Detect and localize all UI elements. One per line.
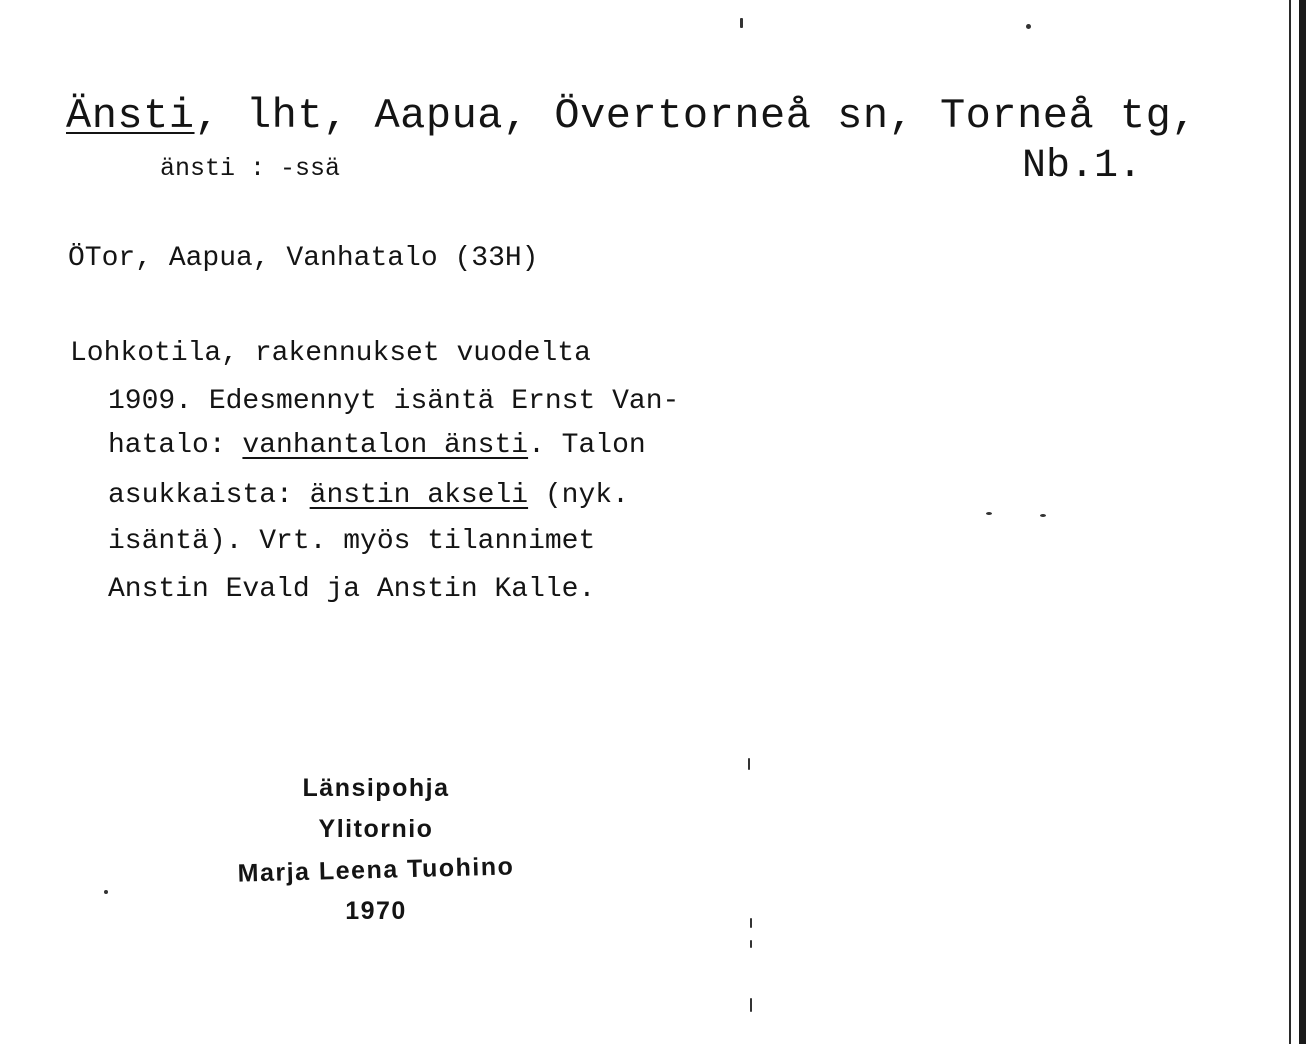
dust-speck [740, 18, 743, 28]
body-line-1: Lohkotila, rakennukset vuodelta [70, 338, 591, 369]
body-line-4 [108, 480, 629, 511]
underlined-name: änstin akseli [309, 480, 529, 511]
stamp-collector: Marja Leena Tuohino [237, 852, 515, 888]
body-line-2: 1909. Edesmennyt isäntä Ernst Van- [108, 386, 680, 417]
stamp-place: Ylitornio [318, 815, 434, 843]
body-text: hatalo: [108, 430, 243, 461]
inflection-form: änsti : -ssä [160, 154, 341, 183]
source-reference: ÖTor, Aapua, Vanhatalo (33H) [68, 243, 539, 274]
dust-speck [750, 940, 752, 948]
stamp-region: Länsipohja [302, 774, 450, 802]
dust-speck [1040, 514, 1046, 517]
dust-speck [750, 998, 752, 1012]
dust-speck [750, 918, 752, 928]
card-heading [66, 92, 1197, 140]
body-text: . Talon [528, 430, 646, 461]
card-code: Nb.1. [1022, 144, 1143, 189]
dust-speck [1026, 24, 1031, 29]
body-line-6: Anstin Evald ja Anstin Kalle. [108, 574, 596, 605]
dust-speck [986, 512, 992, 515]
stamp-year: 1970 [345, 897, 407, 925]
dust-speck [104, 890, 108, 894]
body-line-5: isäntä). Vrt. myös tilannimet [108, 526, 596, 557]
card-edge-border [1299, 0, 1306, 1044]
body-line-3 [108, 430, 646, 461]
dust-speck [748, 758, 750, 770]
heading-details: , lht, Aapua, Övertorneå sn, Torneå tg, [194, 92, 1197, 140]
body-text: asukkaista: [108, 480, 310, 511]
headword: Änsti [66, 92, 195, 140]
body-text: (nyk. [528, 480, 629, 511]
collector-stamp [196, 768, 556, 932]
underlined-name: vanhantalon änsti [242, 430, 529, 461]
card-edge-line [1289, 0, 1291, 1044]
